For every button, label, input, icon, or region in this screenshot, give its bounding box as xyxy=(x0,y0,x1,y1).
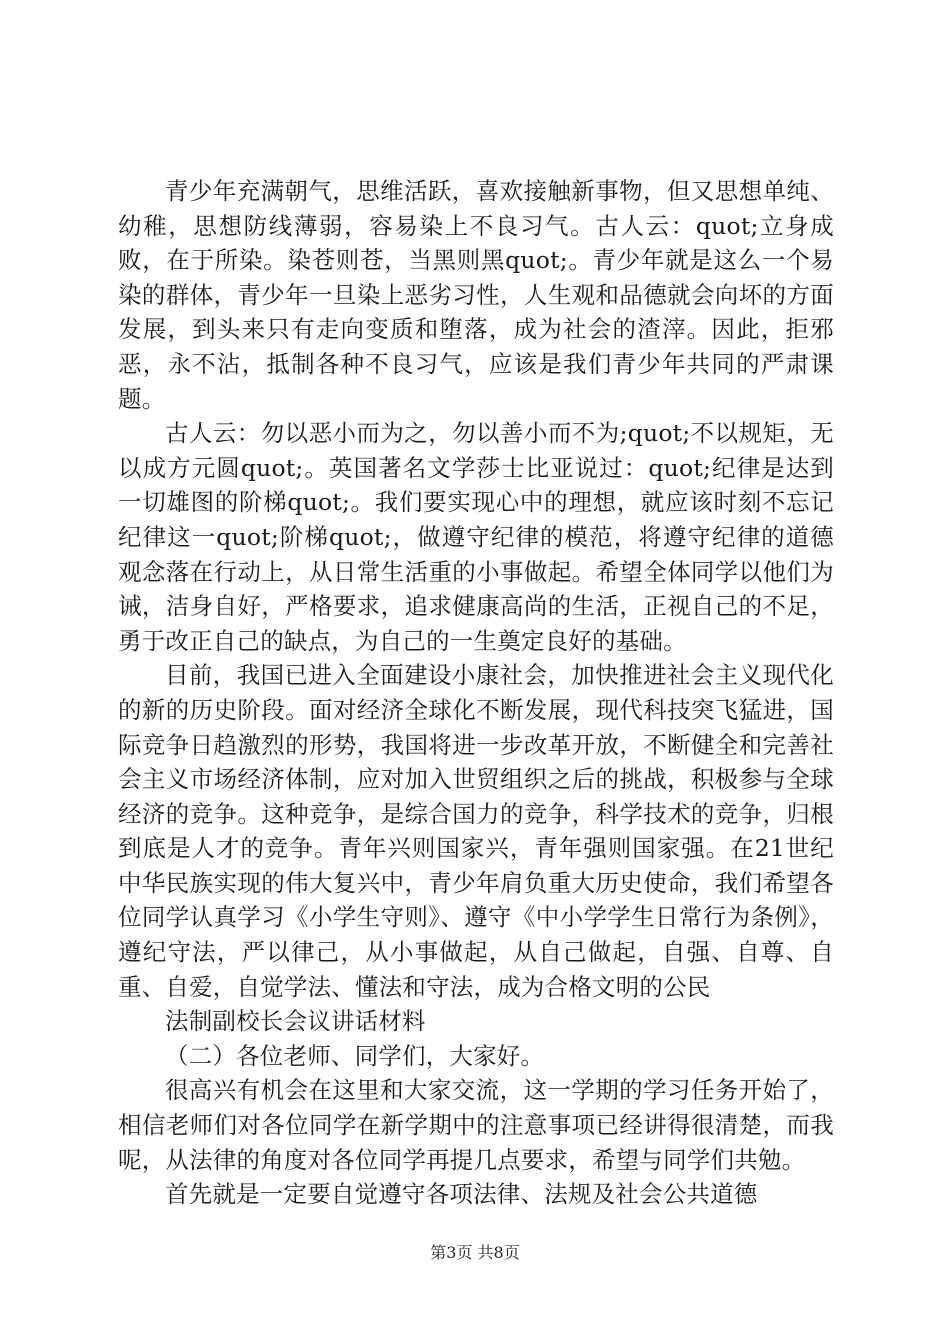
paragraph-1: 青少年充满朝气，思维活跃，喜欢接触新事物，但又思想单纯、幼稚，思想防线薄弱，容易染上不良习气。古人云：quot;立身成败，在于所染。染苍则苍，当黑则黑quot;。青少年就是这么一个易染的群体，青少年一旦染上恶劣习性，人生观和品德就会向坏的方面发展，到头来只有走向变质和堕落，成为社会的渣滓。因此，拒邪恶，永不沾，抵制各种不良习气，应该是我们青少年共同的严肃课题。 xyxy=(118,177,834,413)
document-body xyxy=(118,174,834,1212)
paragraph-7: 首先就是一定要自觉遵守各项法律、法规及社会公共道德 xyxy=(165,1180,758,1209)
page-number-footer: 第3页 共8页 xyxy=(430,1243,520,1262)
paragraph-3: 目前，我国已进入全面建设小康社会，加快推进社会主义现代化的新的历史阶段。面对经济全球化不断发展，现代科技突飞猛进，国际竞争日趋激烈的形势，我国将进一步改革开放，不断健全和完善社会主义市场经济体制，应对加入世贸组织之后的挑战，积极参与全球经济的竞争。这种竞争，是综合国力的竞争，科学技术的竞争，归根到底是人才的竞争。青年兴则国家兴，青年强则国家强。在21世纪中华民族实现的伟大复兴中，青少年肩负重大历史使命，我们希望各位同学认真学习《小学生守则》、遵守《中小学学生日常行为条例》，遵纪守法，严以律己，从小事做起，从自己做起，自强、自尊、自重、自爱，自觉学法、懂法和守法，成为合格文明的公民 xyxy=(118,661,834,1001)
paragraph-6: 很高兴有机会在这里和大家交流，这一学期的学习任务开始了，相信老师们对各位同学在新学期中的注意事项已经讲得很清楚，而我呢，从法律的角度对各位同学再提几点要求，希望与同学们共勉。 xyxy=(118,1076,834,1174)
paragraph-2: 古人云：勿以恶小而为之，勿以善小而不为;quot;不以规矩，无以成方元圆quot;。英国著名文学莎士比亚说过：quot;纪律是达到一切雄图的阶梯quot;。我们要实现心中的理想，就应该时刻不忘记纪律这一quot;阶梯quot;，做遵守纪律的模范，将遵守纪律的道德观念落在行动上，从日常生活重的小事做起。希望全体同学以他们为诫，洁身自好，严格要求，追求健康高尚的生活，正视自己的不足，勇于改正自己的缺点，为自己的一生奠定良好的基础。 xyxy=(118,419,834,655)
greeting-paragraph: （二）各位老师、同学们，大家好。 xyxy=(165,1041,545,1070)
section-title: 法制副校长会议讲话材料 xyxy=(165,1007,426,1036)
